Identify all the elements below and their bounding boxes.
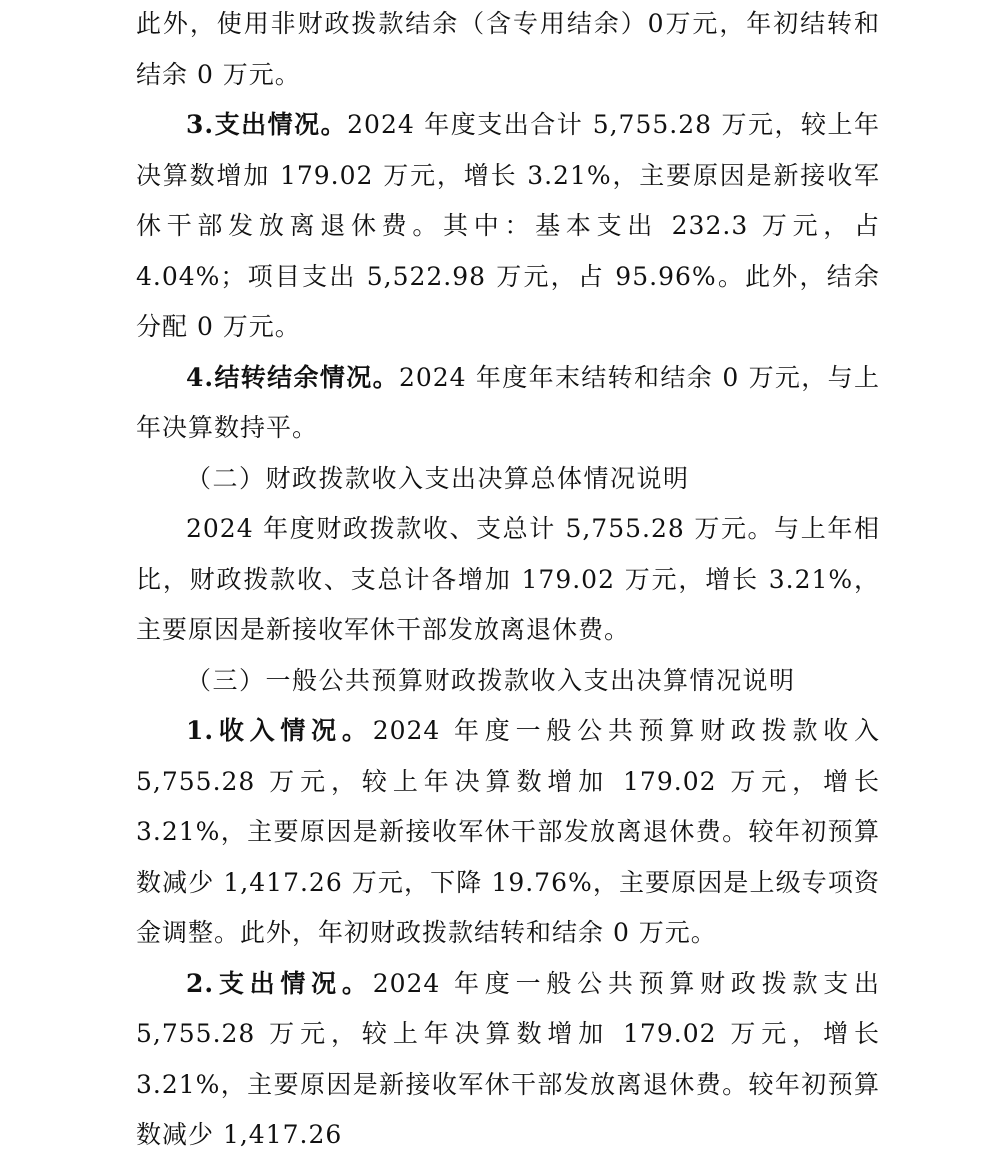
section-lead-label: 1.收入情况。 [186, 716, 373, 745]
heading-text: （二）财政拨款收入支出决算总体情况说明 [186, 463, 690, 493]
section-lead-label: 2.支出情况。 [186, 968, 373, 998]
paragraph-text: 2024 年度一般公共预算财政拨款收入 5,755.28 万元，较上年决算数增加 179.02 万元，增长 3.21%，主要原因是新接收军休干部发放离退休费。较年初预算数减少 1,417.26 万元，下降 19.76%，主要原因是上级专项资金调整。此外，年初财政拨款结转和结余 0 万元。 [136, 716, 880, 947]
document-page [136, 0, 880, 1161]
paragraph-general-income [136, 706, 880, 959]
paragraph-text: 此外，使用非财政拨款结余（含专用结余）0万元，年初结转和结余 0 万元。 [136, 9, 880, 89]
heading-text: （三）一般公共预算财政拨款收入支出决算情况说明 [186, 665, 796, 695]
section-lead-label: 3.支出情况。 [186, 110, 348, 139]
paragraph-other-fund-usage [136, 0, 880, 100]
paragraph-fiscal-total [136, 504, 880, 656]
section-lead-label: 4.结转结余情况。 [186, 362, 399, 392]
paragraph-carryover [136, 353, 880, 454]
section-heading-fiscal-overview [136, 454, 880, 505]
paragraph-text: 2024 年度一般公共预算财政拨款支出 5,755.28 万元，较上年决算数增加 179.02 万元，增长 3.21%，主要原因是新接收军休干部发放离退休费。较年初预算数减少 1,417.26 [136, 968, 880, 1149]
paragraph-general-expenditure [136, 959, 880, 1161]
section-heading-general-budget [136, 656, 880, 707]
paragraph-text: 2024 年度支出合计 5,755.28 万元，较上年决算数增加 179.02 万元，增长 3.21%，主要原因是新接收军休干部发放离退休费。其中：基本支出 232.3 万元，占 4.04%；项目支出 5,522.98 万元，占 95.96%。此外，结余分配 0 万元。 [136, 110, 880, 341]
paragraph-text: 2024 年度财政拨款收、支总计 5,755.28 万元。与上年相比，财政拨款收、支总计各增加 179.02 万元，增长 3.21%，主要原因是新接收军休干部发放离退休费。 [136, 514, 880, 644]
paragraph-text: 2024 年度年末结转和结余 0 万元，与上年决算数持平。 [136, 362, 881, 442]
paragraph-expenditure [136, 100, 880, 353]
